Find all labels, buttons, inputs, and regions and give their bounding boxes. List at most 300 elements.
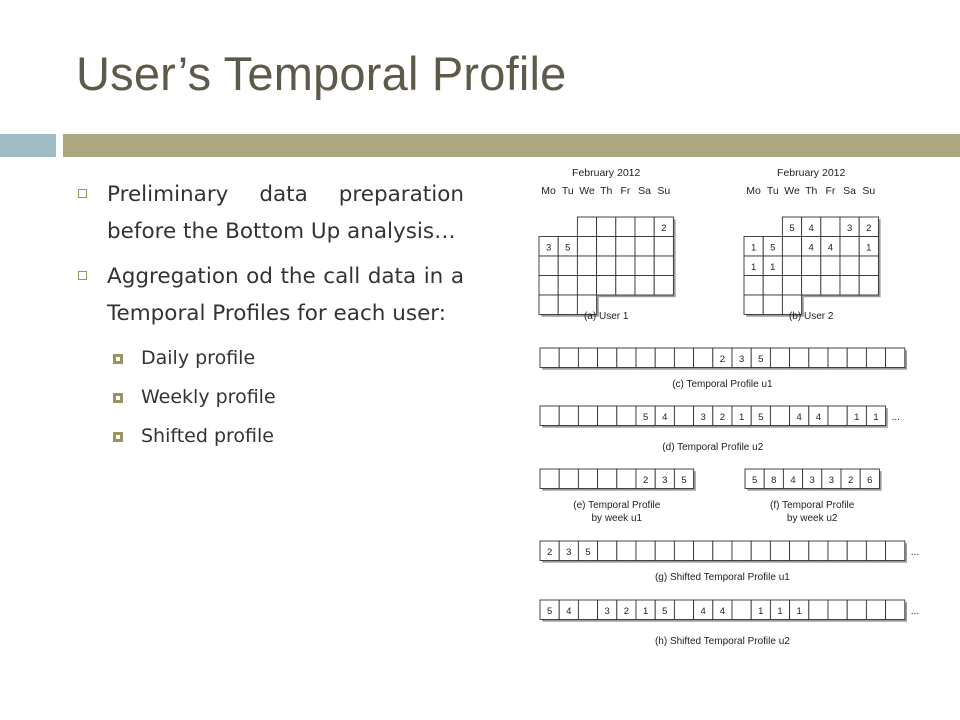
cell-value: 3 xyxy=(828,474,835,486)
profile-cell xyxy=(860,469,881,491)
profile-cell xyxy=(713,600,734,622)
cell-box xyxy=(802,276,821,296)
profile-cell xyxy=(540,348,561,370)
profile-cell xyxy=(840,256,861,278)
cell-box xyxy=(866,348,885,368)
calendar-day-header: Mo xyxy=(746,185,761,197)
cell-box xyxy=(744,276,763,296)
profile-cell xyxy=(617,348,638,370)
profile-cell xyxy=(539,295,560,317)
profile-cell xyxy=(539,237,560,259)
cell-value: 6 xyxy=(867,474,873,486)
profile-cell xyxy=(790,406,811,428)
cell-value: 3 xyxy=(662,474,668,486)
cell-value: 3 xyxy=(566,546,572,558)
cell-box xyxy=(770,348,789,368)
profile-cell xyxy=(763,237,784,259)
cell-value: 1 xyxy=(854,411,860,423)
calendar-day-header: Su xyxy=(657,185,671,197)
cell-value: 1 xyxy=(750,261,757,273)
profile-cell xyxy=(558,237,579,259)
profile-cell xyxy=(617,469,638,491)
profile-cell xyxy=(694,406,715,428)
cell-box xyxy=(782,237,801,257)
profile-caption: by week u2 xyxy=(786,513,838,524)
cell-box xyxy=(886,348,905,368)
profile-cell xyxy=(558,295,579,317)
profile-cell xyxy=(809,348,830,370)
profile-cell xyxy=(655,406,676,428)
cell-value: 3 xyxy=(545,242,552,254)
continuation-ellipsis: ... xyxy=(891,412,900,423)
profile-cell xyxy=(674,541,695,563)
profile-cell xyxy=(713,541,734,563)
cell-value: 3 xyxy=(846,222,853,234)
cell-box xyxy=(809,600,828,620)
profile-cell xyxy=(654,237,675,259)
profile-cell xyxy=(540,406,561,428)
cell-value: 3 xyxy=(700,411,706,423)
calendar-month-label: February 2012 xyxy=(777,167,846,179)
cell-box xyxy=(713,541,732,561)
profile-cell xyxy=(770,406,791,428)
cell-value: 5 xyxy=(662,605,668,617)
profile-cell xyxy=(841,469,862,491)
cell-box xyxy=(578,406,597,426)
cell-value: 5 xyxy=(758,353,764,365)
cell-box xyxy=(655,348,674,368)
profile-cell xyxy=(770,600,791,622)
profile-cell xyxy=(636,406,657,428)
cell-box xyxy=(751,541,770,561)
cell-box xyxy=(540,406,559,426)
profile-cell xyxy=(859,217,880,239)
profile-cell xyxy=(674,469,695,491)
cell-box xyxy=(732,600,751,620)
cell-value: 5 xyxy=(546,605,553,617)
profile-cell xyxy=(578,600,599,622)
profile-cell xyxy=(840,276,861,298)
profile-cell xyxy=(674,600,695,622)
cell-value: 5 xyxy=(642,411,649,423)
calendar-day-header: Fr xyxy=(825,185,836,197)
profile-cell xyxy=(577,217,598,239)
calendar-day-header: Th xyxy=(600,185,613,197)
profile-cell xyxy=(840,217,861,239)
cell-box xyxy=(763,295,782,315)
profile-cell xyxy=(886,348,907,370)
calendar-day-header: Mo xyxy=(541,185,556,197)
cell-box xyxy=(635,276,654,296)
profile-caption: (e) Temporal Profile xyxy=(573,500,661,511)
profile-cell xyxy=(847,600,868,622)
profile-cell xyxy=(809,600,830,622)
profile-cell xyxy=(598,469,619,491)
profile-cell xyxy=(744,237,765,259)
profile-cell xyxy=(654,276,675,298)
cell-box xyxy=(636,541,655,561)
profile-cell xyxy=(828,541,849,563)
cell-value: 5 xyxy=(758,411,764,423)
calendar-caption: (a) User 1 xyxy=(583,311,629,322)
cell-value: 4 xyxy=(815,411,822,423)
profile-cell xyxy=(847,348,868,370)
cell-box xyxy=(847,541,866,561)
profile-cell xyxy=(783,469,804,491)
cell-value: 4 xyxy=(566,605,572,617)
profile-cell xyxy=(821,237,842,259)
profile-cell xyxy=(866,406,887,428)
continuation-ellipsis: ... xyxy=(910,606,920,617)
cell-box xyxy=(654,237,673,257)
calendar-month-label: February 2012 xyxy=(572,167,641,179)
profile-cell xyxy=(802,237,823,259)
calendar-day-header: Sa xyxy=(638,185,652,197)
filled-square-bullet-icon xyxy=(113,432,123,442)
profile-cell xyxy=(866,541,887,563)
cell-box xyxy=(616,276,635,296)
square-bullet-icon xyxy=(78,271,87,280)
profile-cell xyxy=(694,600,715,622)
filled-square-bullet-icon xyxy=(113,354,123,364)
profile-cell xyxy=(782,237,803,259)
bullet-text: Aggregation od the call data in a Temporal Profiles for each user: xyxy=(107,264,464,326)
profile-cell xyxy=(559,469,580,491)
cell-box xyxy=(859,256,878,276)
profile-cell xyxy=(763,256,784,278)
cell-box xyxy=(539,276,558,296)
profile-cell xyxy=(828,600,849,622)
cell-box xyxy=(540,469,559,489)
cell-box xyxy=(809,541,828,561)
profile-caption: (h) Shifted Temporal Profile u2 xyxy=(654,636,790,647)
profile-cell xyxy=(840,237,861,259)
cell-box xyxy=(540,348,559,368)
profile-cell xyxy=(763,295,784,317)
cell-box xyxy=(616,256,635,276)
cell-box xyxy=(558,276,577,296)
cell-box xyxy=(828,541,847,561)
cell-box xyxy=(559,469,578,489)
bullet-item xyxy=(76,258,464,332)
profile-cell xyxy=(732,541,753,563)
cell-value: 5 xyxy=(751,474,758,486)
profile-cell xyxy=(732,348,753,370)
title-accent-bar-right xyxy=(63,134,960,157)
cell-value: 1 xyxy=(758,605,764,617)
profile-cell xyxy=(654,217,675,239)
calendar-day-header: Tu xyxy=(766,185,779,197)
cell-box xyxy=(674,406,693,426)
title-accent-bar-left xyxy=(0,134,56,157)
profile-cell xyxy=(822,469,843,491)
cell-box xyxy=(578,469,597,489)
cell-box xyxy=(694,541,713,561)
cell-box xyxy=(821,217,840,237)
profile-cell xyxy=(809,406,830,428)
profile-cell xyxy=(578,348,599,370)
profile-cell xyxy=(828,406,849,428)
calendar-day-header: We xyxy=(784,185,800,197)
cell-box xyxy=(790,348,809,368)
sub-bullet-item xyxy=(76,346,464,371)
calendar-day-header: Th xyxy=(805,185,818,197)
profile-cell xyxy=(859,237,880,259)
profile-cell xyxy=(578,406,599,428)
cell-box xyxy=(617,541,636,561)
cell-value: 1 xyxy=(750,242,757,254)
cell-value: 4 xyxy=(662,411,668,423)
cell-box xyxy=(821,276,840,296)
calendar-caption: (b) User 2 xyxy=(788,311,834,322)
profile-cell xyxy=(828,348,849,370)
cell-value: 2 xyxy=(719,353,726,365)
cell-value: 3 xyxy=(809,474,815,486)
sub-bullet-text: Weekly profile xyxy=(141,386,276,408)
cell-box xyxy=(821,256,840,276)
profile-cell xyxy=(790,348,811,370)
profile-cell xyxy=(782,276,803,298)
cell-box xyxy=(674,600,693,620)
cell-box xyxy=(732,541,751,561)
cell-value: 1 xyxy=(738,411,745,423)
cell-value: 3 xyxy=(604,605,610,617)
cell-box xyxy=(597,217,616,237)
profile-cell xyxy=(655,541,676,563)
profile-cell xyxy=(635,217,656,239)
cell-value: 5 xyxy=(770,242,776,254)
profile-cell xyxy=(617,541,638,563)
profile-cell xyxy=(558,276,579,298)
profile-cell xyxy=(732,600,753,622)
profile-cell xyxy=(847,406,868,428)
cell-value: 1 xyxy=(796,605,802,617)
profile-cell xyxy=(598,600,619,622)
profile-caption: by week u1 xyxy=(591,513,643,524)
sub-bullet-item xyxy=(76,424,464,449)
cell-box xyxy=(539,256,558,276)
profile-cell xyxy=(655,348,676,370)
cell-value: 4 xyxy=(719,605,726,617)
cell-box xyxy=(770,406,789,426)
cell-box xyxy=(674,348,693,368)
cell-box xyxy=(616,237,635,257)
profile-cell xyxy=(636,600,657,622)
cell-box xyxy=(598,406,617,426)
cell-box xyxy=(828,348,847,368)
continuation-ellipsis: ... xyxy=(910,547,920,558)
cell-box xyxy=(577,256,596,276)
cell-value: 5 xyxy=(789,222,795,234)
profile-cell xyxy=(886,600,907,622)
cell-value: 2 xyxy=(847,474,854,486)
cell-box xyxy=(694,348,713,368)
profile-cell xyxy=(751,406,772,428)
cell-box xyxy=(866,541,885,561)
profile-cell xyxy=(635,256,656,278)
bullet-item xyxy=(76,176,464,250)
cell-box xyxy=(559,406,578,426)
cell-value: 4 xyxy=(808,222,814,234)
cell-box xyxy=(577,217,596,237)
profile-cell xyxy=(782,256,803,278)
cell-box xyxy=(655,541,674,561)
profile-cell xyxy=(803,469,824,491)
profile-cell xyxy=(764,469,785,491)
profile-cell xyxy=(635,237,656,259)
cell-value: 5 xyxy=(585,546,591,558)
profile-cell xyxy=(636,469,657,491)
profile-cell xyxy=(802,217,823,239)
profile-cell xyxy=(578,469,599,491)
profile-cell xyxy=(540,541,561,563)
filled-square-bullet-icon xyxy=(113,393,123,403)
profile-cell xyxy=(744,256,765,278)
cell-box xyxy=(828,600,847,620)
profile-cell xyxy=(577,256,598,278)
profile-cell xyxy=(636,348,657,370)
cell-box xyxy=(809,348,828,368)
cell-box xyxy=(578,348,597,368)
cell-value: 1 xyxy=(866,242,872,254)
cell-value: 2 xyxy=(866,222,872,234)
profile-cell xyxy=(770,348,791,370)
cell-box xyxy=(635,237,654,257)
cell-box xyxy=(790,541,809,561)
profile-cell xyxy=(763,276,784,298)
profile-cell xyxy=(751,600,772,622)
cell-value: 3 xyxy=(738,353,745,365)
profile-cell xyxy=(597,256,618,278)
profile-cell xyxy=(821,256,842,278)
cell-box xyxy=(558,256,577,276)
cell-box xyxy=(654,276,673,296)
cell-value: 2 xyxy=(623,605,630,617)
cell-box xyxy=(770,541,789,561)
profile-cell xyxy=(540,600,561,622)
profile-cell xyxy=(859,256,880,278)
cell-box xyxy=(782,256,801,276)
profile-cell xyxy=(713,406,734,428)
cell-value: 4 xyxy=(827,242,834,254)
profile-cell xyxy=(598,348,619,370)
cell-box xyxy=(598,348,617,368)
cell-box xyxy=(782,276,801,296)
profile-cell xyxy=(616,256,637,278)
profile-cell xyxy=(751,541,772,563)
profile-cell xyxy=(859,276,880,298)
cell-box xyxy=(598,541,617,561)
cell-box xyxy=(744,295,763,315)
profile-cell xyxy=(654,256,675,278)
bullet-text: Preliminary data preparation before the Bottom Up analysis… xyxy=(107,182,464,244)
profile-cell xyxy=(558,256,579,278)
cell-box xyxy=(866,600,885,620)
profile-cell xyxy=(559,348,580,370)
profile-cell xyxy=(866,600,887,622)
cell-box xyxy=(559,348,578,368)
profile-caption: (f) Temporal Profile xyxy=(770,500,855,511)
profile-cell xyxy=(694,348,715,370)
profile-cell xyxy=(597,276,618,298)
cell-box xyxy=(577,276,596,296)
bullet-list xyxy=(76,176,464,449)
profile-cell xyxy=(674,348,695,370)
profile-cell xyxy=(821,217,842,239)
cell-box xyxy=(847,600,866,620)
profile-cell xyxy=(559,600,580,622)
cell-box xyxy=(840,237,859,257)
sub-bullet-item xyxy=(76,385,464,410)
profile-cell xyxy=(616,237,637,259)
profile-cell xyxy=(540,469,561,491)
cell-box xyxy=(617,406,636,426)
cell-value: 5 xyxy=(565,242,571,254)
cell-box xyxy=(840,256,859,276)
cell-box xyxy=(597,276,616,296)
cell-box xyxy=(674,541,693,561)
cell-value: 2 xyxy=(642,474,649,486)
profile-cell xyxy=(636,541,657,563)
cell-value: 2 xyxy=(719,411,726,423)
cell-box xyxy=(558,295,577,315)
cell-box xyxy=(598,469,617,489)
cell-box xyxy=(635,217,654,237)
cell-box xyxy=(539,295,558,315)
profile-cell xyxy=(866,348,887,370)
cell-box xyxy=(617,348,636,368)
profile-cell xyxy=(559,406,580,428)
profile-cell xyxy=(655,469,676,491)
profile-cell xyxy=(674,406,695,428)
profile-cell xyxy=(809,541,830,563)
cell-value: 1 xyxy=(770,261,776,273)
profile-cell xyxy=(597,217,618,239)
calendar-day-header: We xyxy=(579,185,595,197)
cell-box xyxy=(886,600,905,620)
cell-box xyxy=(828,406,847,426)
profile-cell xyxy=(616,217,637,239)
cell-box xyxy=(635,256,654,276)
profile-caption: (c) Temporal Profile u1 xyxy=(672,379,773,390)
cell-box xyxy=(840,276,859,296)
cell-box xyxy=(802,256,821,276)
cell-value: 1 xyxy=(777,605,783,617)
profile-cell xyxy=(802,276,823,298)
profile-cell xyxy=(617,600,638,622)
profile-cell xyxy=(539,256,560,278)
profile-cell xyxy=(598,406,619,428)
profile-cell xyxy=(770,541,791,563)
cell-box xyxy=(636,348,655,368)
cell-box xyxy=(577,237,596,257)
temporal-profile-figure xyxy=(530,160,920,660)
cell-box xyxy=(597,237,616,257)
profile-cell xyxy=(745,469,766,491)
cell-value: 2 xyxy=(546,546,553,558)
cell-box xyxy=(763,276,782,296)
cell-value: 5 xyxy=(681,474,687,486)
cell-box xyxy=(617,469,636,489)
profile-cell xyxy=(598,541,619,563)
cell-box xyxy=(616,217,635,237)
profile-cell xyxy=(782,217,803,239)
profile-cell xyxy=(847,541,868,563)
cell-value: 2 xyxy=(661,222,667,234)
cell-value: 1 xyxy=(642,605,649,617)
calendar-day-header: Su xyxy=(862,185,876,197)
cell-value: 1 xyxy=(873,411,879,423)
